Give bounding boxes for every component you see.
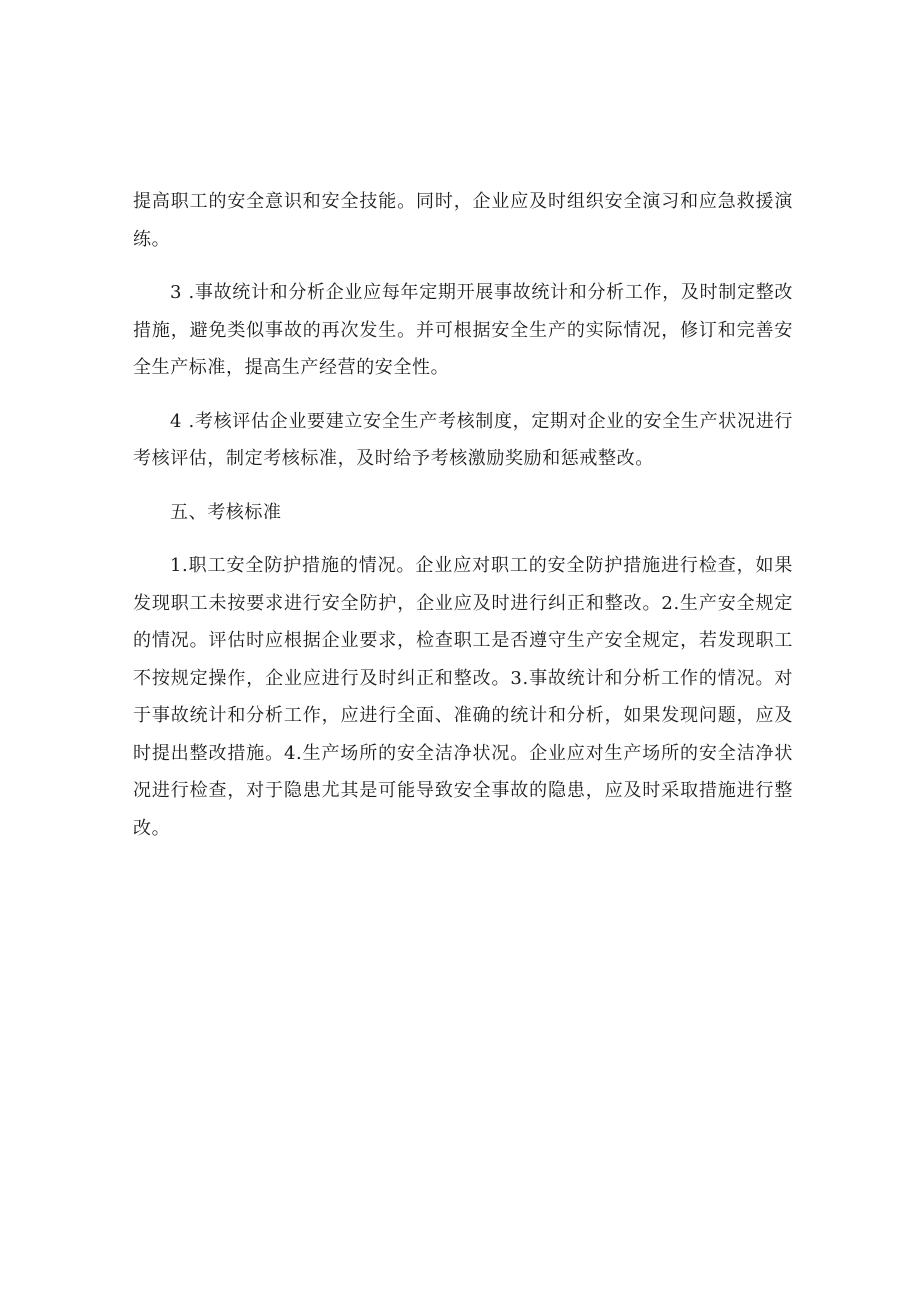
section-heading-assessment-standards: 五、考核标准 bbox=[170, 501, 282, 523]
document-body bbox=[133, 183, 793, 847]
paragraph-continuation: 提高职工的安全意识和安全技能。同时，企业应及时组织安全演习和应急救援演练。 bbox=[133, 191, 793, 250]
paragraph-assessment-evaluation: 4 .考核评估企业要建立安全生产考核制度，定期对企业的安全生产状况进行考核评估，制定考核标准，及时给予考核激励奖励和惩戒整改。 bbox=[133, 410, 793, 469]
paragraph-accident-statistics: 3 .事故统计和分析企业应每年定期开展事故统计和分析工作，及时制定整改措施，避免类似事故的再次发生。并可根据安全生产的实际情况，修订和完善安全生产标准，提高生产经营的安全性。 bbox=[133, 282, 793, 378]
paragraph-assessment-standards: 1.职工安全防护措施的情况。企业应对职工的安全防护措施进行检查，如果发现职工未按要求进行安全防护，企业应及时进行纠正和整改。2.生产安全规定的情况。评估时应根据企业要求，检查职工是否遵守生产安全规定，若发现职工不按规定操作，企业应进行及时纠正和整改。3.事故统计和分析工作的情况。对于事故统计和分析工作，应进行全面、准确的统计和分析，如果发现问题，应及时提出整改措施。4.生产场所的安全洁净状况。企业应对生产场所的安全洁净状况进行检查，对于隐患尤其是可能导致安全事故的隐患，应及时采取措施进行整改。 bbox=[133, 555, 793, 839]
